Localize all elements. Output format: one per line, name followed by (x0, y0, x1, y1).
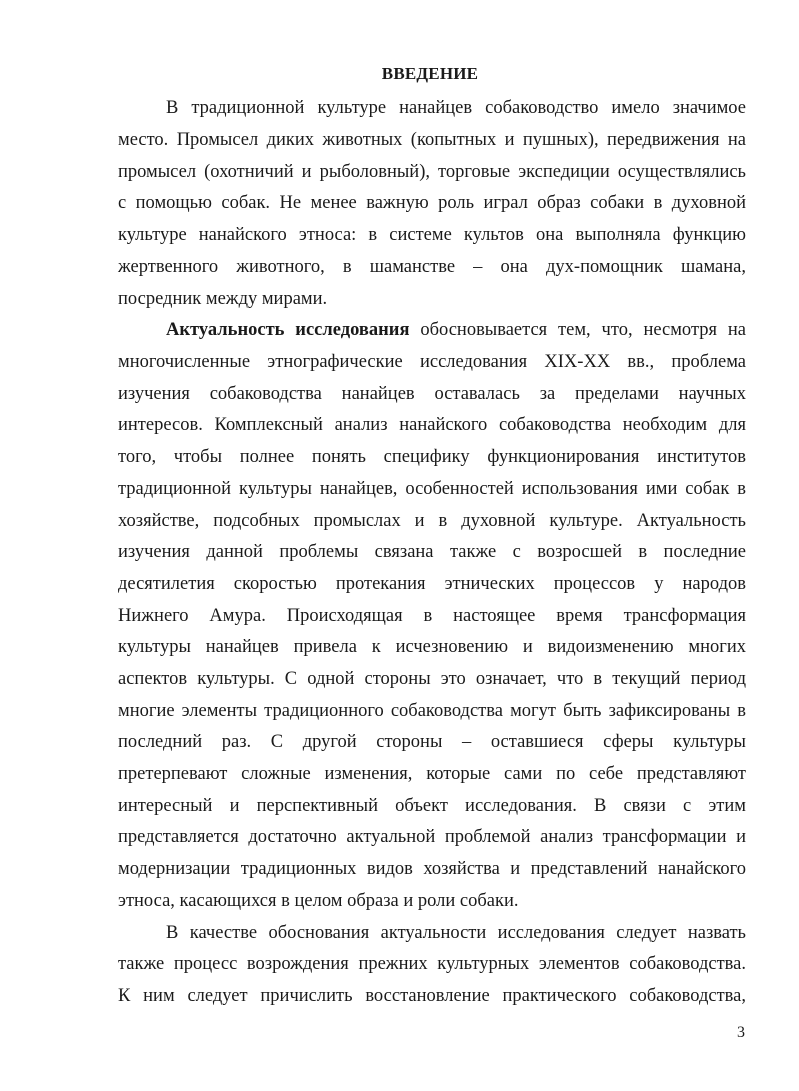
text-line: изучения собаководства нанайцев оставалась за пределами научных (118, 384, 746, 404)
lead-rest: обосновывается тем, что, несмотря на (409, 320, 746, 340)
text-line: культуры нанайцев привела к исчезновению и видоизменению многих (118, 637, 746, 657)
text-line: представляется достаточно актуальной проблемой анализ трансформации и (118, 827, 746, 847)
page-number: 3 (737, 1024, 745, 1041)
text-line (166, 319, 746, 341)
text-line: К ним следует причислить восстановление практического собаководства, (118, 986, 746, 1006)
text-line: модернизации традиционных видов хозяйства и представлений нанайского (118, 859, 746, 879)
page-title: ВВЕДЕНИЕ (381, 64, 479, 83)
text-line: интересный и перспективный объект исследования. В связи с этим (118, 796, 746, 816)
emphasis-lead: Актуальность исследования (166, 320, 410, 340)
text-line: многочисленные этнографические исследования XIX-XX вв., проблема (118, 352, 746, 372)
text-line: с помощью собак. Не менее важную роль играл образ собаки в духовной (118, 193, 746, 213)
text-line: интересов. Комплексный анализ нанайского собаководства необходим для (118, 415, 746, 435)
text-line: традиционной культуры нанайцев, особенностей использования ими собак в (118, 479, 746, 499)
text-line: того, чтобы полнее понять специфику функционирования институтов (118, 447, 746, 467)
text-line: аспектов культуры. С одной стороны это означает, что в текущий период (118, 669, 746, 689)
text-line: последний раз. С другой стороны – оставшиеся сферы культуры (118, 732, 746, 752)
text-line: хозяйстве, подсобных промыслах и в духовной культуре. Актуальность (118, 511, 746, 531)
text-line: также процесс возрождения прежних культурных элементов собаководства. (118, 954, 746, 974)
text-line: промысел (охотничий и рыболовный), торговые экспедиции осуществлялись (118, 162, 746, 182)
text-line: посредник между мирами. (118, 289, 328, 309)
text-line: изучения данной проблемы связана также с возросшей в последние (118, 542, 746, 562)
text-line: В качестве обоснования актуальности исследования следует назвать (166, 923, 746, 943)
text-line: культуре нанайского этноса: в системе культов она выполняла функцию (118, 225, 746, 245)
text-line: В традиционной культуре нанайцев собаководство имело значимое (166, 98, 746, 118)
text-line: Нижнего Амура. Происходящая в настоящее время трансформация (118, 606, 746, 626)
text-line: жертвенного животного, в шаманстве – она дух-помощник шамана, (118, 257, 746, 277)
text-line: этноса, касающихся в целом образа и роли собаки. (118, 891, 519, 911)
text-line: десятилетия скоростью протекания этнических процессов у народов (118, 574, 746, 594)
text-line: претерпевают сложные изменения, которые сами по себе представляют (118, 764, 746, 784)
text-line: место. Промысел диких животных (копытных и пушных), передвижения на (118, 130, 746, 150)
text-line: многие элементы традиционного собаководства могут быть зафиксированы в (118, 701, 746, 721)
